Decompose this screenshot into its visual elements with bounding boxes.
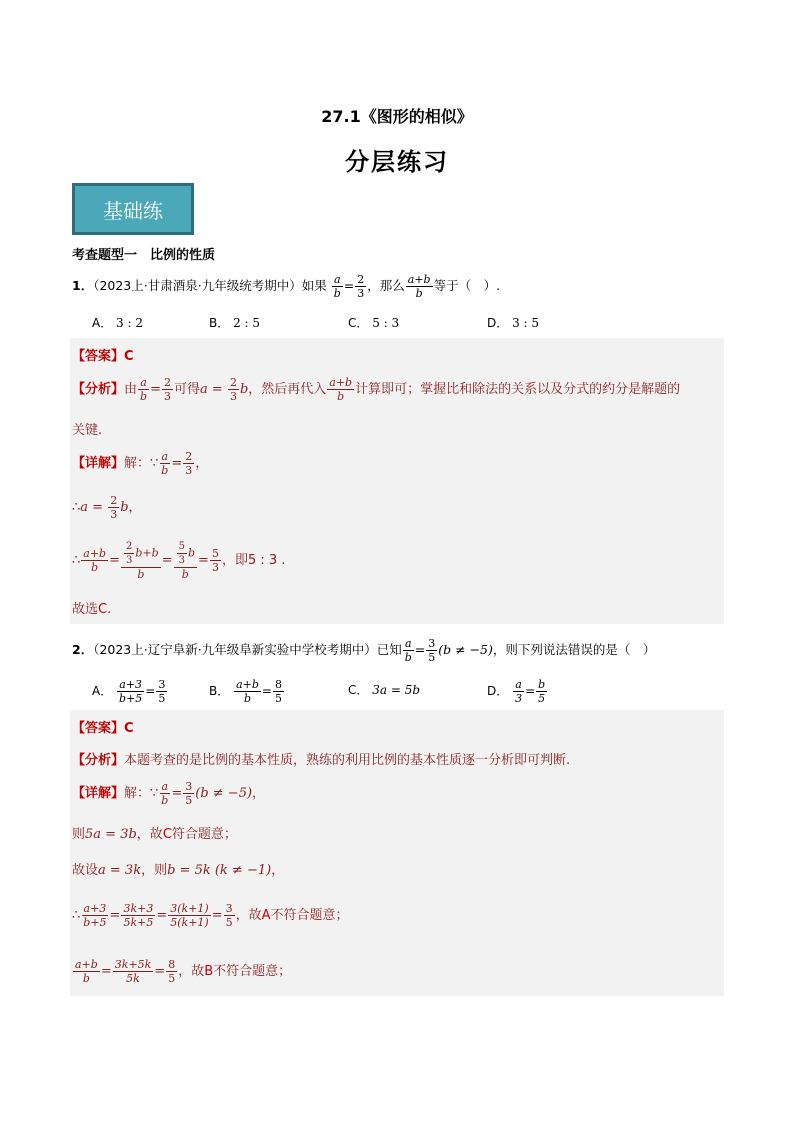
detail-line-2: ∴a = $\frac{2}{3}$ b， — [72, 494, 142, 521]
option-b[interactable]: B． 2 : 5 — [209, 316, 261, 330]
question-number: 2． — [72, 642, 94, 657]
page-title: 27.1《图形的相似》 — [321, 107, 473, 126]
option-c[interactable]: C． 5 : 3 — [348, 316, 400, 330]
detail-line-2: 则5a = 3b，故C符合题意； — [72, 827, 237, 842]
level-badge: 基础练 — [72, 183, 194, 235]
detail-line-1: 【详解】解：∵ $\frac{a}{b}$ = $\frac{2}{3}$ ， — [72, 450, 209, 477]
answer-line: 【答案】C — [72, 721, 134, 736]
option-b[interactable]: B． $\frac{a+b}{b}$ = $\frac{8}{5}$ — [209, 678, 282, 705]
page-subtitle: 分层练习 — [345, 148, 449, 176]
question-2-stem: 2．（2023上·辽宁阜新·九年级阜新实验中学校考期中）已知 $\frac{a}{b}$ = $\frac{3}{5}$ (b ≠ −5)，则下列说法错误的是（ ） — [72, 637, 656, 664]
question-number: 1． — [72, 278, 94, 293]
option-d[interactable]: D． 3 : 5 — [487, 316, 540, 330]
fraction-2-over-3: $\frac{2}{3}$ — [357, 273, 365, 300]
detail-line-3: 故设a = 3k，则b = 5k (k ≠ −1)， — [72, 863, 285, 878]
section-heading: 考查题型一 比例的性质 — [72, 248, 216, 263]
question-source: （2023上·辽宁阜新·九年级阜新实验中学校考期中） — [93, 642, 377, 657]
detail-line-4: ∴ $\frac{a+3}{b+5}$ = $\frac{3k+3}{5k+5}$ = $\frac{3(k+1)}{5(k+1)}$ = $\frac{3}{5}$ ，故A不符合题意； — [72, 902, 349, 929]
fraction-a-plus-b-over-b: $\frac{a+b}{b}$ — [407, 273, 431, 300]
question-1-stem: 1．（2023上·甘肃酒泉·九年级统考期中）如果 $\frac{a}{b}$ = $\frac{2}{3}$ ，那么 $\frac{a+b}{b}$ 等于（ ）. — [72, 273, 501, 300]
detail-line-1: 【详解】解：∵ $\frac{a}{b}$ = $\frac{3}{5}$ (b ≠ −5)， — [72, 780, 266, 807]
analysis-line: 【分析】本题考查的是比例的基本性质，熟练的利用比例的基本性质逐一分析即可判断. — [72, 753, 571, 768]
analysis-line-2: 关键. — [72, 423, 103, 438]
detail-line-5: $\frac{a+b}{b}$ = $\frac{3k+5k}{5k}$ = $\frac{8}{5}$ ，故B不符合题意； — [75, 958, 292, 985]
fraction-a-over-b: $\frac{a}{b}$ — [333, 273, 341, 300]
analysis-line: 【分析】由 $\frac{a}{b}$ = $\frac{2}{3}$ 可得a = $\frac{2}{3}$ b，然后再代入 $\frac{a+b}{b}$ 计算即可；掌握比和除法的关系以及分式的约分是解题的 — [72, 376, 681, 403]
conclusion-line: 故选C. — [72, 602, 112, 617]
detail-line-3: ∴ $\frac{a+b}{b}$ = $\frac{2}{3}$ b+b b = $\frac{5}{3}$ b b = $\frac{5}{3}$ ，即5 : 3 . — [72, 541, 286, 581]
option-a[interactable]: A． 3 : 2 — [92, 316, 143, 330]
option-a[interactable]: A． $\frac{a+3}{b+5}$ = $\frac{3}{5}$ — [92, 678, 166, 705]
option-d[interactable]: D． $\frac{a}{3}$ = $\frac{b}{5}$ — [487, 678, 546, 705]
option-c[interactable]: C． 3a = 5b — [348, 683, 421, 697]
answer-line: 【答案】C — [72, 349, 134, 364]
question-source: （2023上·甘肃酒泉·九年级统考期中） — [93, 278, 302, 293]
